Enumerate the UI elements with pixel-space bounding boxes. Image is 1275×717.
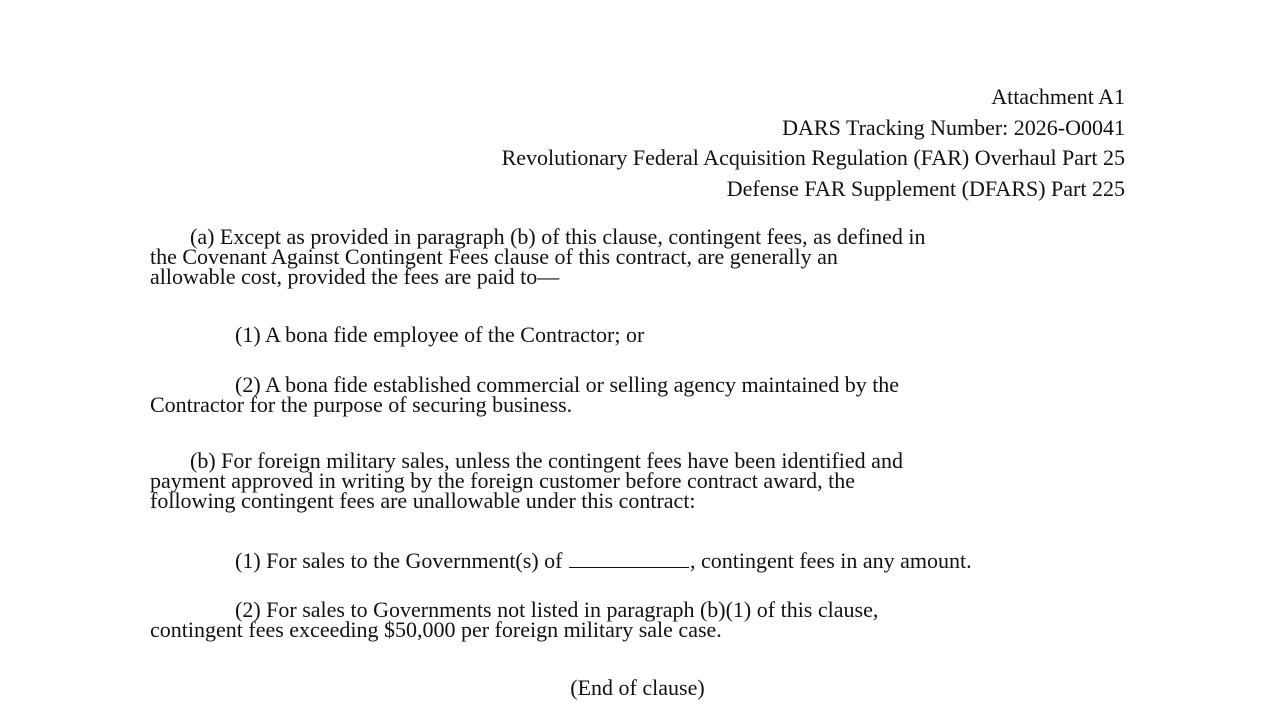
paragraph-a-2-line: (2) A bona fide established commercial or selling agency maintained by the [235, 372, 900, 397]
paragraph-b-2-line: (2) For sales to Governments not listed in paragraph (b)(1) of this clause, [235, 597, 879, 622]
document-header [502, 82, 1125, 204]
paragraph-a-line: (a) Except as provided in paragraph (b) of this clause, contingent fees, as defined in [190, 224, 926, 249]
paragraph-b-2 [150, 597, 1140, 642]
end-of-clause: (End of clause) [570, 675, 705, 700]
paragraph-b-line: following contingent fees are unallowable under this contract: [150, 488, 696, 513]
paragraph-a-2 [150, 372, 1140, 417]
paragraph-a-1-line: (1) A bona fide employee of the Contractor; or [235, 322, 645, 347]
paragraph-b-1-text-after: , contingent fees in any amount. [689, 548, 972, 573]
far-part-title: Revolutionary Federal Acquisition Regulation (FAR) Overhaul Part 25 [501, 145, 1125, 170]
paragraph-b-1-line [150, 548, 1140, 573]
tracking-number: DARS Tracking Number: 2026-O0041 [782, 114, 1125, 140]
paragraph-a-1 [150, 322, 1140, 347]
government-name-blank [569, 549, 689, 568]
paragraph-b-line: (b) For foreign military sales, unless the contingent fees have been identified and [190, 448, 903, 473]
paragraph-a [150, 224, 1140, 289]
paragraph-a-2-line: Contractor for the purpose of securing business. [150, 392, 573, 417]
attachment-label: Attachment A1 [991, 84, 1125, 109]
paragraph-a-line: the Covenant Against Contingent Fees clause of this contract, are generally an [150, 244, 838, 269]
paragraph-b-line: payment approved in writing by the foreign customer before contract award, the [150, 468, 855, 493]
paragraph-b-1 [150, 548, 1140, 573]
dfars-part-title: Defense FAR Supplement (DFARS) Part 225 [726, 175, 1125, 201]
paragraph-b-2-line: contingent fees exceeding $50,000 per foreign military sale case. [150, 617, 722, 642]
paragraph-b-1-text-before: (1) For sales to the Government(s) of [235, 548, 568, 573]
paragraph-a-line: allowable cost, provided the fees are paid to— [150, 264, 560, 289]
paragraph-b [150, 448, 1140, 513]
